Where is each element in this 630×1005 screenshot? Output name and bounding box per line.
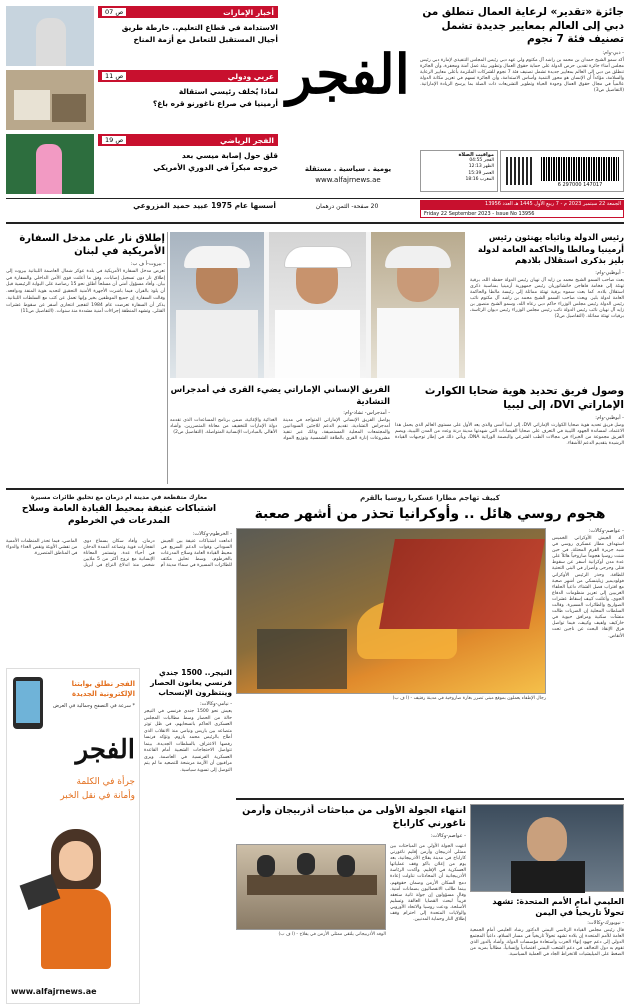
leader-2-portrait <box>269 232 366 378</box>
karabakh-body: انتهت الجولة الأولى من المباحثات بين ممثلي أذربيجان وأرمن إقليم ناغورني كاراباخ في مدينة يفلاخ الأذربيجانية، بعد يوم من إعلان باكو وقف عملياتها العسكرية في الإقليم. وأكدت الرئاسة الأذربيجانية أن المحادثات تناولت إعادة دمج السكان الأرمن وضمان حقوقهم، بينما طالب الانفصاليون بضمانات أمنية. وقال مسؤولون إن جولة ثانية ستعقد قريباً لبحث القضايا العالقة وتسليم الأسلحة. ودعت روسيا والاتحاد الأوروبي والولايات المتحدة إلى احترام وقف إطلاق النار وحماية المدنيين. <box>390 844 466 923</box>
story-school <box>170 384 390 484</box>
teaser-2-line-2: أرمينيا في صراع ناغورنو قره باغ؟ <box>152 99 278 108</box>
sudan-byline: - الخرطوم-وكالات: <box>192 531 232 537</box>
lead-headline[interactable]: جائزة «تقدير» لرعاية العمال تنطلق من دبي إلى العالم بمعايير جديدة تشمل تصنيف فئة 7 نجوم <box>422 6 624 45</box>
ukraine-fire-photo <box>236 528 546 694</box>
teaser-2-page: ص 11 <box>102 72 126 80</box>
ad-line-1: الفجر نطلق بوابتنا الإلكترونية الجديدة <box>71 680 135 698</box>
yemen-photo <box>470 804 624 892</box>
karabakh-photo <box>236 844 386 930</box>
issue-date-en: Friday 22 September 2023 - Issue No 13956 <box>420 209 624 218</box>
sudan-body: اندلعت اشتباكات عنيفة بين الجيش السوداني وقوات الدعم السريع في محيط القيادة العامة وسلاح المدرعات بالخرطوم، وسط تحليق مكثف للطائرات المسيرة في سماء مدينة أم درمان. وأفاد سكان بسماع دوي انفجارات قوية وتصاعد أعمدة الدخان في أحياء عدة. وتستمر المعاناة الإنسانية مع نزوح أكثر من 5 ملايين شخص منذ اندلاع النزاع في أبريل الماضي، فيما تحذر المنظمات الأممية من تفشي الأوبئة ونقص الغذاء والدواء في المناطق المتضررة. <box>6 539 232 569</box>
prayer-title: مواقيت الصلاة <box>458 152 494 158</box>
karabakh-headline[interactable]: انتهاء الجولة الأولى من مباحثات أذربيجان وأرمن ناغورني كاراباخ <box>242 805 466 829</box>
teaser-3-photo <box>6 134 94 194</box>
ad-url[interactable]: www.alfajrnews.ae <box>11 987 97 996</box>
pages-price: 20 صفحة- الثمن درهمان <box>315 203 379 210</box>
story-sudan <box>6 494 232 664</box>
ad-logo: الفجر <box>75 735 135 765</box>
mali-body: يعيش نحو 1500 جندي فرنسي في النيجر حالة من الحصار وسط مطالبات المجلس العسكري الحاكم بانسحابهم، في ظل توتر متصاعد بين باريس ونيامي منذ الانقلاب الذي أطاح بالرئيس محمد بازوم. وتؤكد فرنسا رفضها الاعتراف بالسلطات الجديدة، بينما تتواصل الاحتجاجات الشعبية أمام القاعدة العسكرية الفرنسية في العاصمة. ويرى مراقبون أن الأزمة مرشحة للتصعيد ما لم يتم التوصل إلى تسوية سياسية. <box>144 709 232 773</box>
beirut-body: تعرض مدخل السفارة الأمريكية في بلدة عوكر شمال العاصمة اللبنانية بيروت إلى إطلاق نار دون تسجيل إصابات، وفق ما أعلنت قوى الأمن الداخلي والسفارة في بيان. وأفاد مسؤول أمني أن مسلحاً أطلق نحو 15 رصاصة على البوابة الرئيسية قبل أن يلوذ بالفرار، فيما باشرت الأجهزة الأمنية التحقيق لتحديد هوية المنفذ ودوافعه. وقالت السفارة إن جميع الموظفين بخير وإنها تعمل عن كثب مع السلطات اللبنانية. يذكر أن السفارة تعرضت عام 1984 لتفجير انتحاري أسفر عن سقوط عشرات القتلى. وتشهد المنطقة إجراءات أمنية مشددة منذ سنوات. (التفاصيل ص11) <box>6 269 165 315</box>
barcode <box>500 150 624 192</box>
prayer-time-2: العصر 15:39 <box>468 170 494 176</box>
yemen-headline[interactable]: العليمي أمام الأمم المتحدة: تشهد تحولاً تاريخياً في اليمن <box>492 897 624 917</box>
gratitude-byline: - أبوظبي-وام: <box>595 269 624 276</box>
leaders-photo <box>170 232 465 378</box>
ukraine-photo-caption: رجال الإطفاء يعملون بموقع مبنى تضرر بغارة صاروخية في مدينة رفتيف - (ا ف ب) <box>392 696 546 701</box>
qr-code-icon <box>506 157 534 185</box>
teaser-2-line-1: لماذا يُخلف رئيسي استقالة <box>178 87 278 96</box>
ad-slogan-1: جرأة في الكلمة <box>76 777 135 787</box>
yemen-byline: - نيويورك-وكالات: <box>587 920 624 926</box>
prayer-time-1: الظهر 12:13 <box>468 164 494 170</box>
karabakh-byline: - عواصم-وكالات: <box>430 833 466 839</box>
story-beirut <box>6 232 165 484</box>
ukraine-body-cont <box>236 706 546 792</box>
school-headline[interactable]: الفريق الإنساني الإماراتي يضيء القرى في أمدجراس التشادية <box>170 384 390 406</box>
ukraine-kicker: كييف تهاجم مطارا عسكريا روسيا بالقرم <box>360 494 500 502</box>
masthead-tagline: يومية . سياسية . مستقلة <box>304 165 392 173</box>
ukraine-body: أكد الجيش الأوكراني الخميس استهداف مطار عسكري روسي في شبه جزيرة القرم المحتلة، في حين شنت روسيا هجوماً صاروخياً هائلاً على عدة مدن أوكرانية أسفر عن سقوط قتلى وجرحى وأضرار في البنى التحتية للطاقة. وحذر الرئيس الأوكراني فولوديمير زيلينسكي من أشهر صعبة مع اقتراب فصل الشتاء، داعياً الحلفاء الغربيين إلى تعزيز منظومات الدفاع الجوي. وأعلنت كييف إسقاط عشرات الصواريخ والطائرات المسيرة. وقالت السلطات المحلية إن الضربات طالت منشآت سكنية ومرافق حيوية في خاركيف ولفيف وكييف، فيما تواصل فرق الإنقاذ البحث عن ناجين تحت الأنقاض. <box>552 536 624 639</box>
leader-3-portrait <box>170 232 264 378</box>
masthead-logo[interactable] <box>283 4 413 164</box>
teaser-3[interactable] <box>6 134 278 194</box>
school-body: يواصل الفريق الإنساني الإماراتي المتواجد في مدينة أمدجراس التشادية، تقديم الدعم للاجئين السودانيين والمجتمعات المحلية المستضيفة، وذلك عبر تنفيذ مشروعات إنارة القرى بالطاقة الشمسية وتوزيع المواد الغذائية والإغاثية، ضمن برنامج المساعدات الذي تقدمه دولة الإمارات للتخفيف من معاناة المتضررين. وأشاد الأهالي بالمبادرات الإنسانية المتواصلة. (التفاصيل ص2) <box>170 418 390 442</box>
sudan-headline[interactable]: اشتباكات عنيفة بمحيط القيادة العامة وسلاح المدرعات في الخرطوم <box>21 504 217 526</box>
story-yemen <box>470 804 624 1004</box>
ad-slogan-2: وأمانة في نقل الخبر <box>60 791 135 801</box>
prayer-times-box <box>420 150 498 192</box>
libya-headline[interactable]: وصول فريق تحديد هوية ضحايا الكوارث الإماراتي DVI، إلى ليبيا <box>424 385 624 411</box>
mali-byline: - نيامي-وكالات: <box>199 701 232 707</box>
yemen-body: قال رئيس مجلس القيادة الرئاسي اليمني الدكتور رشاد العليمي أمام الجمعية العامة للأمم المتحدة إن بلاده تشهد تحولاً تاريخياً في مسار السلام، داعياً المجتمع الدولي إلى دعم جهود إنهاء الحرب واستعادة مؤسسات الدولة. وأشاد بالدور الذي تقوم به دول التحالف في دعم الشعب اليمني اقتصادياً وإنسانياً، مطالباً بمزيد من الضغط على الميليشيات للانخراط الجاد في العملية السياسية. <box>470 928 624 958</box>
leader-1-portrait <box>371 232 465 378</box>
beirut-headline[interactable]: إطلاق نار على مدخل السفارة الأمريكية في لبنان <box>19 233 165 257</box>
teaser-3-line-2: خروجه مبكراً في الدوري الأمريكي <box>153 163 278 172</box>
beirut-byline: - بيروت-أ ف ب: <box>130 261 165 267</box>
teaser-1[interactable] <box>6 6 278 66</box>
ad-woman-photo <box>21 819 131 979</box>
teaser-1-line-2: أجيال المستقبل للتعامل مع أزمة المناخ <box>133 35 278 44</box>
school-byline: - أمدجراس- تشاد-وام: <box>343 410 390 416</box>
libya-byline: - أبوظبي-وام: <box>595 415 624 421</box>
teaser-1-section: أخبار الإمارات <box>223 7 274 17</box>
founded-line: أسسها عام 1975 عبيد حميد المزروعي <box>133 201 276 210</box>
story-gratitude <box>470 232 624 382</box>
teaser-1-line-1: الاستدامة في قطاع التعليم.. خارطة طريق <box>121 23 278 32</box>
teaser-3-line-1: قلق حول إصابة ميسي بعد <box>181 151 278 160</box>
sudan-kicker: معارك متقطعة في مدينة أم درمان مع تحليق طائرات مسيرة <box>30 494 208 501</box>
lead-body: أكد سمو الشيخ حمدان بن محمد بن راشد آل مكتوم ولي عهد دبي رئيس المجلس التنفيذي لإمارة دبي رئيس مجلس أمناء جائزة تقدير، حرص الدولة على حماية حقوق العمال وتطوير بيئة عمل آمنة ومحفزة، وأن الجائزة تنطلق من دبي إلى العالم بمعايير جديدة تشمل تصنيف فئة 7 نجوم للشركات الملتزمة بأعلى معايير الرعاية والسلامة، مؤكداً أن الإنسان هو محور التنمية وأساس الاستدامة، وأن الجائزة تسهم في تعزيز مكانة الدولة عالمياً في مجال حقوق العمال وجودة الحياة وتطوير التشريعات ذات الصلة بما يرسخ الريادة الإماراتية. (التفاصيل ص3) <box>420 57 624 93</box>
karabakh-photo-caption: الوفد الأذربيجاني يلتقي ممثلي الأرمن في يفلاخ - (ا ف ب) <box>278 932 386 937</box>
gratitude-headline[interactable]: رئيس الدولة ونائباه يهنئون رئيس أرمينيا ومالطا والحاكمة العامة لدولة بليز بذكرى استقلال بلادهم <box>477 232 624 265</box>
story-mali <box>144 668 232 1004</box>
teaser-3-page: ص 19 <box>102 136 126 144</box>
teaser-1-page: ص 07 <box>102 8 126 16</box>
ad-block[interactable] <box>6 668 140 1004</box>
gratitude-body: بعث صاحب السمو الشيخ محمد بن زايد آل نهيان رئيس الدولة حفظه الله، برقية تهنئة إلى فخامة فاهاجن خاتشاتوريان رئيس جمهورية أرمينيا بمناسبة ذكرى استقلال بلاده. كما بعث سموه برقية تهنئة مماثلة إلى رئيسة مالطا والحاكمة العامة لدولة بليز. وبعث صاحب السمو الشيخ محمد بن راشد آل مكتوم نائب رئيس الدولة رئيس مجلس الوزراء حاكم دبي رعاه الله، وسمو الشيخ منصور بن زايد آل نهيان نائب رئيس الدولة نائب رئيس مجلس الوزراء رئيس ديوان الرئاسة، برقيات تهنئة مماثلة. (التفاصيل ص2) <box>470 277 624 320</box>
teaser-2[interactable] <box>6 70 278 130</box>
ad-line-2: * سرعة في التصفح وجمالية في العرض <box>52 703 135 709</box>
logo-text: الفجر <box>286 42 410 106</box>
ukraine-headline[interactable]: هجوم روسي هائل .. وأوكرانيا تحذر من أشهر صعبة <box>254 506 606 522</box>
teaser-3-section: الفجر الرياضي <box>220 135 274 145</box>
lead-byline: - دبي-وام: <box>602 49 624 56</box>
ukraine-byline: - عواصم-وكالات: <box>588 528 624 534</box>
prayer-time-3: المغرب 18:16 <box>465 176 494 182</box>
teaser-2-photo <box>6 70 94 130</box>
teaser-1-photo <box>6 6 94 66</box>
lead-story <box>420 6 624 148</box>
prayer-time-0: الفجر 04:55 <box>469 158 494 163</box>
story-karabakh <box>236 804 466 1004</box>
masthead-website[interactable]: www.alfajrnews.ae <box>315 176 381 184</box>
mali-headline[interactable]: النيجر.. 1500 جندي فرنسي يعانون الحصار وينتظرون الإنسحاب <box>150 668 232 697</box>
teaser-2-section: عربي ودولي <box>227 71 274 81</box>
libya-body: وصل فريق تحديد هوية ضحايا الكوارث الإماراتي DVI، إلى ليبيا أمس والذي يعد الأول على مستوى العالم الذي يحمل هذا الاعتماد، لمساندة الجهود الليبية في التعرف على ضحايا الفيضانات التي شهدتها مدينة درنة وعدد من المدن الليبية، ويضم الفريق مجموعة من الخبراء في مجالات الطب الشرعي والبصمة الوراثية DNA، ويأتي ذلك في إطار توجيهات القيادة الرشيدة بتقديم الدعم للأشقاء. <box>395 423 624 447</box>
issue-date-ar: الجمعة 22 سبتمبر 2023 م - 7 ربيع الأول 1445 هـ العدد 13956 <box>420 200 624 209</box>
ad-phone-icon <box>13 677 43 729</box>
barcode-number: 6 297000 147017 <box>557 182 603 188</box>
story-libya <box>395 384 624 484</box>
barcode-bars-icon <box>541 157 619 181</box>
story-ukraine <box>236 494 624 794</box>
